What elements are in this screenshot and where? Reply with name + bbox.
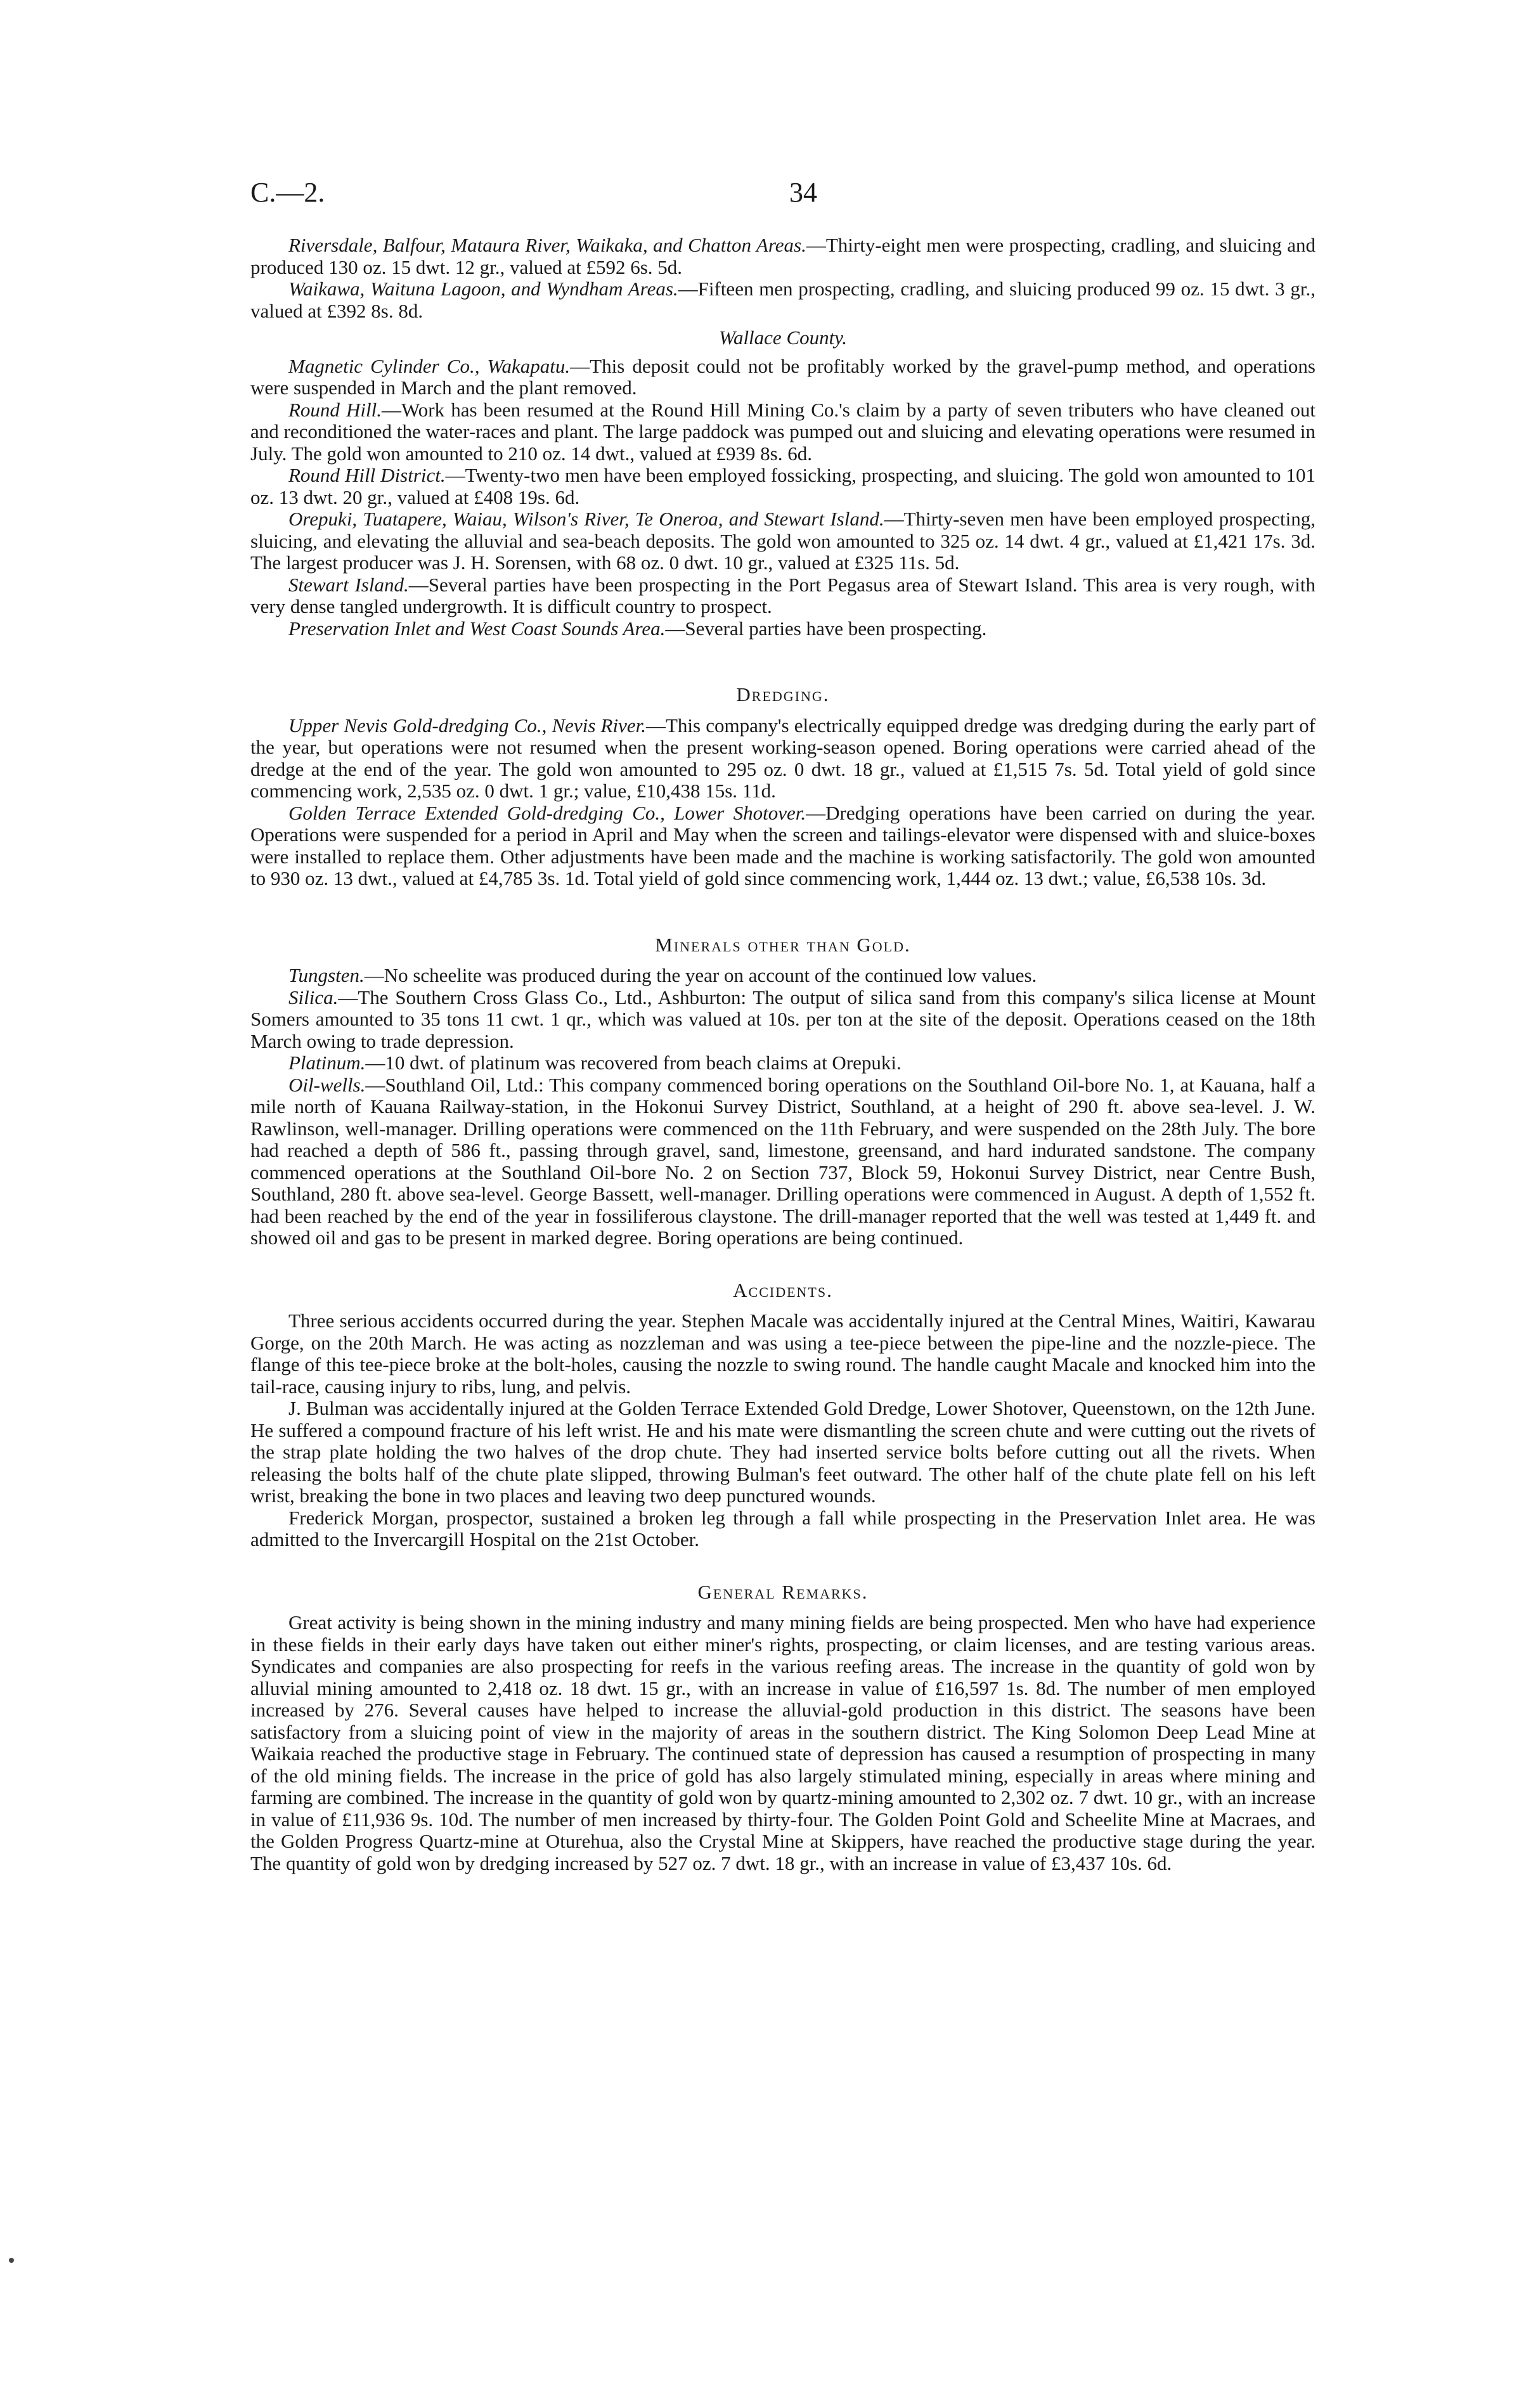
wallace-county-heading: Wallace County.: [718, 326, 848, 349]
intro-paragraph: [250, 235, 1315, 278]
page-code: C.—2.: [250, 177, 325, 208]
paragraph-lead: Golden Terrace Extended Gold-dredging Co., Lower Shotover.: [288, 801, 806, 824]
paragraph-text: —This deposit could not be profitably worked by the gravel-pump method, and operations were suspended in March and the plant removed.: [250, 354, 1315, 399]
paragraph-lead: Magnetic Cylinder Co., Wakapatu.: [288, 354, 571, 377]
wallace-paragraph: [250, 356, 1315, 399]
paragraph-lead: Tungsten.: [288, 964, 365, 986]
wallace-paragraph: [250, 508, 1315, 574]
accidents-paragraph: J. Bulman was accidentally injured at the Golden Terrace Extended Gold Dredge, Lower Shotover, Queenstown, on the 12th June. He suffered a compound fracture of his left wrist. He and his mate were dismantling the screen chute and were cutting out the rivets of the strap plate holding the two halves of the drop chute. They had inserted service bolts before cutting out all the rivets. When releasing the bolts half of the chute plate slipped, throwing Bulman's feet outward. The other half of the chute plate fell on his left wrist, breaking the bone in two places and leaving two deep punctured wounds.: [250, 1397, 1315, 1507]
paragraph-text: —Twenty-two men have been employed fossicking, prospecting, and sluicing. The gold won amounted to 101 oz. 13 dwt. 20 gr., valued at £408 19s. 6d.: [250, 464, 1315, 508]
paragraph-text: —This company's electrically equipped dredge was dredging during the early part of the year, but operations were not resumed when the present working-season opened. Boring operations were carried ahead of the dredge at the end of the year. The gold won amounted to 295 oz. 0 dwt. 18 gr., valued at £1,515 7s. 5d. Total yield of gold since commencing work, 2,535 oz. 0 dwt. 1 gr.; value, £10,438 15s. 11d.: [250, 714, 1315, 802]
paragraph-text: —Several parties have been prospecting in the Port Pegasus area of Stewart Island. This area is very rough, with very dense tangled undergrowth. It is difficult country to prospect.: [250, 573, 1316, 617]
paragraph-lead: Silica.: [288, 986, 339, 1008]
wallace-paragraph: [250, 399, 1315, 465]
minerals-heading: Minerals other than Gold.: [655, 933, 911, 956]
general-remarks-paragraph: Great activity is being shown in the mining industry and many mining fields are being prospected. Men who have had experience in these fields in their early days have taken out either miner's rights, prospecting, or claim licenses, and are testing various areas. Syndicates and companies are also prospecting for reefs in the various reefing areas. The increase in the quantity of gold won by alluvial mining amounted to 2,418 oz. 18 dwt. 15 gr., with an increase in value of £16,597 1s. 8d. The number of men employed increased by 276. Several causes have helped to increase the alluvial-gold production in this district. The seasons have been satisfactory from a sluicing point of view in the majority of areas in the southern district. The King Solomon Deep Lead Mine at Waikaia reached the productive stage in February. The continued state of depression has caused a resumption of prospecting in many of the old mining fields. The increase in the price of gold has also largely stimulated mining, especially in areas where mining and farming are combined. The increase in the quantity of gold won by quartz-mining amounted to 2,302 oz. 7 dwt. 10 gr., with an increase in value of £11,936 9s. 10d. The number of men increased by thirty-four. The Golden Point Gold and Scheelite Mine at Macraes, and the Golden Progress Quartz-mine at Oturehua, also the Crystal Mine at Skippers, have reached the productive stage during the year. The quantity of gold won by dredging increased by 527 oz. 7 dwt. 18 gr., with an increase in value of £3,437 10s. 6d.: [250, 1611, 1315, 1874]
paragraph-lead: Preservation Inlet and West Coast Sounds Area.: [288, 617, 666, 640]
margin-mark: [9, 2258, 14, 2263]
accidents-paragraph: Three serious accidents occurred during the year. Stephen Macale was accidentally injured at the Central Mines, Waitiri, Kawarau Gorge, on the 20th March. He was acting as nozzleman and was using a tee-piece between the pipe-line and the nozzle-piece. The flange of this tee-piece broke at the bolt-holes, causing the nozzle to swing round. The handle caught Macale and knocked him into the tail-race, causing injury to ribs, lung, and pelvis.: [250, 1310, 1315, 1398]
paragraph-lead: Riversdale, Balfour, Mataura River, Waikaka, and Chatton Areas.: [288, 234, 806, 256]
paragraph-lead: Upper Nevis Gold-dredging Co., Nevis River.: [288, 714, 646, 737]
dredging-heading: Dredging.: [736, 683, 830, 705]
dredging-paragraph: [250, 802, 1315, 890]
minerals-paragraph: [250, 987, 1315, 1053]
paragraph-text: —Several parties have been prospecting.: [665, 617, 987, 640]
general-remarks-heading: General Remarks.: [697, 1580, 869, 1603]
accidents-paragraph: Frederick Morgan, prospector, sustained a broken leg through a fall while prospecting in the Preservation Inlet area. He was admitted to the Invercargill Hospital on the 21st October.: [250, 1506, 1315, 1550]
dredging-paragraph: [250, 715, 1315, 802]
paragraph-text: —The Southern Cross Glass Co., Ltd., Ashburton: The output of silica sand from this company's silica license at Mount Somers amounted to 35 tons 11 cwt. 1 qr., which was valued at 10s. per ton at the site of the deposit. Operations ceased on the 18th March owing to trade depression.: [250, 986, 1315, 1052]
minerals-paragraph: [250, 1074, 1315, 1249]
paragraph-lead: Stewart Island.: [288, 573, 409, 596]
paragraph-lead: Oil-wells.: [288, 1073, 366, 1096]
minerals-paragraph: [250, 965, 1315, 987]
paragraph-text: —Fifteen men prospecting, cradling, and sluicing produced 99 oz. 15 dwt. 3 gr., valued at £392 8s. 8d.: [250, 278, 1315, 322]
page-number: 34: [789, 177, 817, 208]
paragraph-text: —Work has been resumed at the Round Hill Mining Co.'s claim by a party of seven tributers who have cleaned out and reconditioned the water-races and plant. The large paddock was pumped out and sluicing and elevating operations were resumed in July. The gold won amounted to 210 oz. 14 dwt., valued at £939 8s. 6d.: [250, 398, 1315, 465]
paragraph-text: —10 dwt. of platinum was recovered from beach claims at Orepuki.: [365, 1052, 902, 1074]
accidents-heading: Accidents.: [733, 1278, 833, 1301]
paragraph-text: —No scheelite was produced during the year on account of the continued low values.: [364, 964, 1037, 986]
paragraph-lead: Round Hill.: [288, 398, 382, 421]
wallace-paragraph: [250, 465, 1315, 508]
page-header: [250, 176, 1315, 221]
paragraph-text: —Thirty-seven men have been employed prospecting, sluicing, and elevating the alluvial and sea-beach deposits. The gold won amounted to 325 oz. 14 dwt. 4 gr., valued at £1,421 17s. 3d. The largest producer was J. H. Sorensen, with 68 oz. 0 dwt. 10 gr., valued at £325 11s. 5d.: [250, 508, 1315, 574]
paragraph-lead: Waikawa, Waituna Lagoon, and Wyndham Areas.: [288, 278, 678, 300]
wallace-paragraph: [250, 618, 1315, 640]
paragraph-lead: Round Hill District.: [288, 464, 446, 486]
intro-paragraph: [250, 278, 1315, 322]
wallace-paragraph: [250, 574, 1315, 618]
paragraph-lead: Orepuki, Tuatapere, Waiau, Wilson's River, Te Oneroa, and Stewart Island.: [288, 508, 884, 530]
paragraph-text: —Thirty-eight men were prospecting, cradling, and sluicing and produced 130 oz. 15 dwt. 12 gr., valued at £592 6s. 5d.: [250, 234, 1315, 278]
minerals-paragraph: [250, 1052, 1315, 1074]
paragraph-text: —Southland Oil, Ltd.: This company commenced boring operations on the Southland Oil-bore No. 1, at Kauana, half a mile north of Kauana Railway-station, in the Hokonui Survey District, Southland, at a height of 290 ft. above sea-level. J. W. Rawlinson, well-manager. Drilling operations were commenced on the 11th February, and were suspended on the 28th July. The bore had reached a depth of 586 ft., passing through gravel, sand, limestone, greensand, and hard indurated sandstone. The company commenced operations at the Southland Oil-bore No. 2 on Section 737, Block 59, Hokonui Survey District, near Centre Bush, Southland, 280 ft. above sea-level. George Bassett, well-manager. Drilling operations were commenced in August. A depth of 1,552 ft. had been reached by the end of the year in fossiliferous claystone. The drill-manager reported that the well was tested at 1,449 ft. and showed oil and gas to be present in marked degree. Boring operations are being continued.: [250, 1073, 1315, 1249]
paragraph-text: —Dredging operations have been carried on during the year. Operations were suspended for a period in April and May when the screen and tailings-elevator were dispensed with and sluice-boxes were installed to replace them. Other adjustments have been made and the machine is working satisfactorily. The gold won amounted to 930 oz. 13 dwt., valued at £4,785 3s. 1d. Total yield of gold since commencing work, 1,444 oz. 13 dwt.; value, £6,538 10s. 3d.: [250, 801, 1315, 889]
paragraph-lead: Platinum.: [288, 1052, 366, 1074]
document-body: [250, 235, 1315, 1874]
